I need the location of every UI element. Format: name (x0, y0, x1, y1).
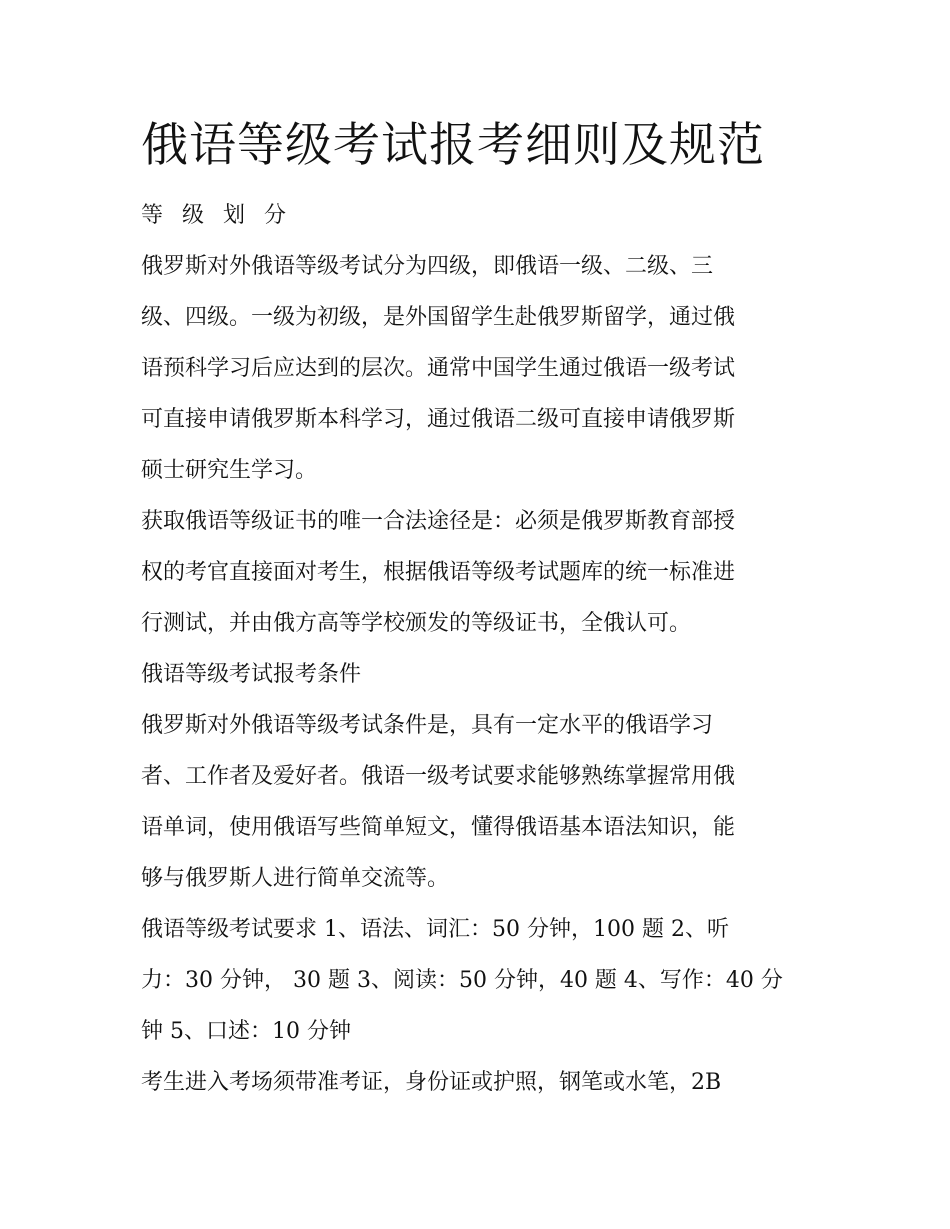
text-line: 获取俄语等级证书的唯一合法途径是：必须是俄罗斯教育部授 (141, 509, 736, 534)
text-line: 语单词，使用俄语写些简单短文，懂得俄语基本语法知识，能 (141, 815, 736, 840)
text-line: 行测试，并由俄方高等学校颁发的等级证书，全俄认可。 (141, 611, 692, 636)
text-line: 可直接申请俄罗斯本科学习，通过俄语二级可直接申请俄罗斯 (141, 407, 736, 432)
text-line: 级、四级。一级为初级，是外国留学生赴俄罗斯留学，通过俄 (141, 305, 736, 330)
document-title: 俄语等级考试报考细则及规范 (141, 118, 765, 173)
section-heading-requirements: 俄语等级考试报考条件 (141, 662, 362, 687)
text-line: 权的考官直接面对考生，根据俄语等级考试题库的统一标准进 (141, 560, 736, 585)
text-line: 硕士研究生学习。 (141, 458, 318, 483)
text-line: 者、工作者及爱好者。俄语一级考试要求能够熟练掌握常用俄 (141, 764, 736, 789)
text-line: 钟 5、口述：10 分钟 (141, 1019, 351, 1044)
text-line: 俄罗斯对外俄语等级考试分为四级，即俄语一级、二级、三 (141, 254, 714, 279)
text-line: 语预科学习后应达到的层次。通常中国学生通过俄语一级考试 (141, 356, 736, 381)
document-page (141, 112, 813, 1108)
text-line: 俄罗斯对外俄语等级考试条件是，具有一定水平的俄语学习 (141, 713, 714, 738)
section-heading-level-division: 等 级 划 分 (141, 203, 292, 228)
text-line: 够与俄罗斯人进行简单交流等。 (141, 866, 450, 891)
text-line: 考生进入考场须带准考证，身份证或护照，钢笔或水笔，2B (141, 1070, 722, 1095)
text-line: 俄语等级考试要求 1、语法、词汇：50 分钟，100 题 2、听 (141, 917, 729, 942)
text-line: 力：30 分钟， 30 题 3、阅读：50 分钟，40 题 4、写作：40 分 (141, 968, 783, 993)
